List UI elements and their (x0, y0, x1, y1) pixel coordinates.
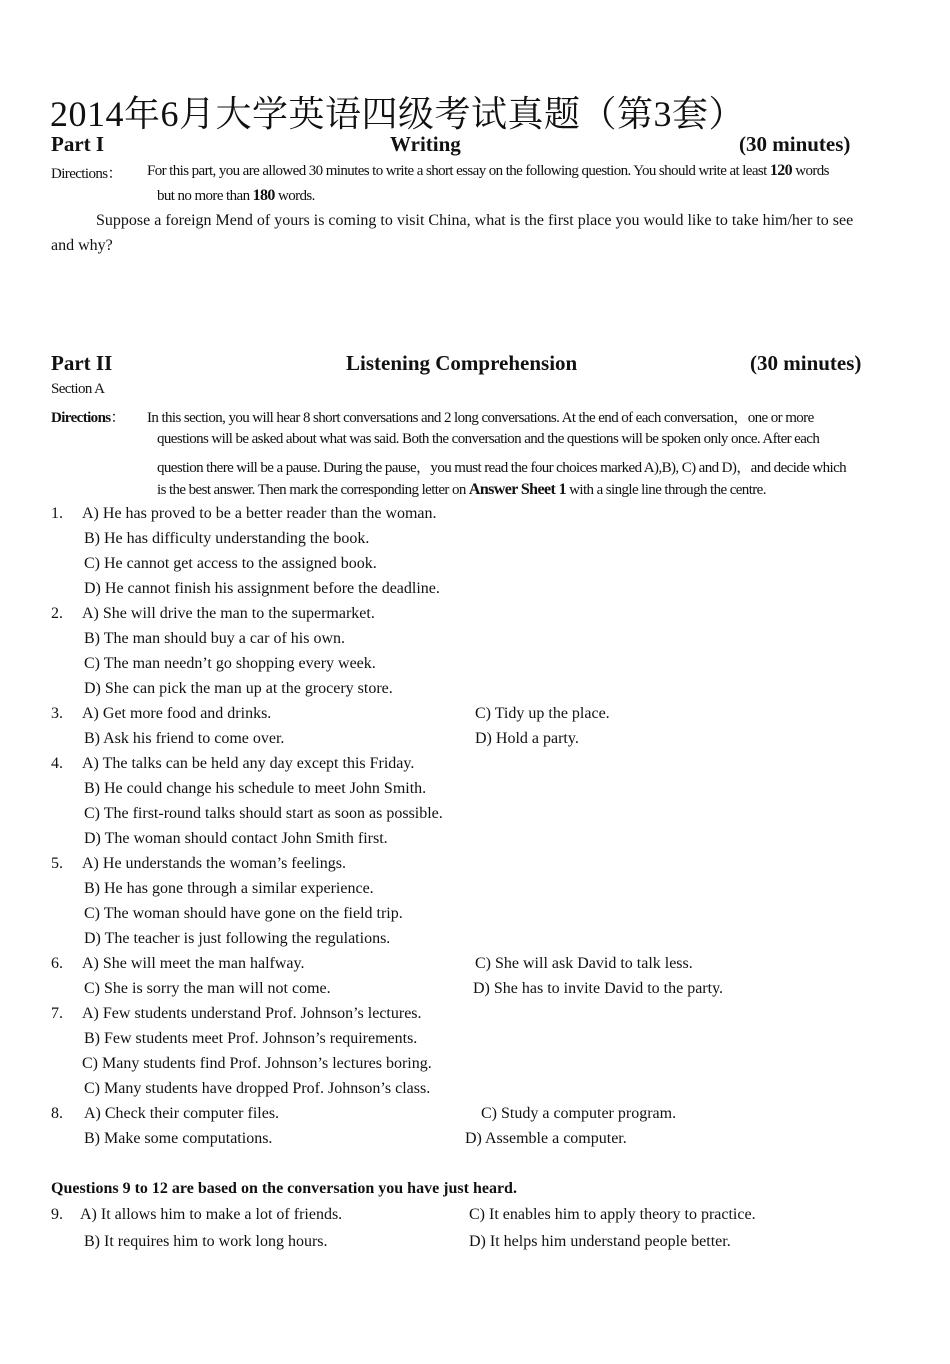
q4-option-b: B) He could change his schedule to meet John Smith. (84, 780, 427, 797)
q1-option-d: D) He cannot finish his assignment before the deadline. (84, 580, 440, 597)
part1-directions-line1: For this part, you are allowed 30 minutes to write a short essay on the following question. You should write at least 120 words (147, 162, 829, 179)
part1-directions-label: Directions： (51, 166, 122, 182)
q7-option-d: C) Many students have dropped Prof. Johnson’s class. (84, 1080, 431, 1097)
part2-time: (30 minutes) (750, 351, 862, 375)
q6-option-c: C) She will ask David to talk less. (475, 955, 693, 972)
question-number: 8. (51, 1105, 63, 1122)
part1-directions-line2: but no more than 180 words. (157, 187, 315, 204)
q7-option-c: C) Many students find Prof. Johnson’s lectures boring. (82, 1055, 432, 1072)
part2-directions-line2: questions will be asked about what was said. Both the conversation and the questions will be spoken only once. After each (157, 431, 820, 447)
question-number: 2. (51, 605, 63, 622)
q1-option-b: B) He has difficulty understanding the book. (84, 530, 370, 547)
q3-option-c: C) Tidy up the place. (475, 705, 610, 722)
part2-label: Part II (51, 351, 113, 375)
q3-option-a: A) Get more food and drinks. (82, 705, 272, 722)
question-number: 5. (51, 855, 63, 872)
q4-option-c: C) The first-round talks should start as soon as possible. (84, 805, 443, 822)
q1-option-a: A) He has proved to be a better reader than the woman. (82, 505, 437, 522)
q4-option-d: D) The woman should contact John Smith first. (84, 830, 388, 847)
part1-name: Writing (390, 132, 461, 156)
part1-time: (30 minutes) (739, 132, 851, 156)
section-a-label: Section A (51, 381, 105, 397)
questions-group-note: Questions 9 to 12 are based on the conversation you have just heard. (51, 1180, 517, 1197)
q7-option-b: B) Few students meet Prof. Johnson’s requirements. (84, 1030, 418, 1047)
part2-directions-label: Directions： (51, 410, 125, 426)
question-number: 7. (51, 1005, 63, 1022)
q1-option-c: C) He cannot get access to the assigned book. (84, 555, 377, 572)
part1-label: Part I (51, 132, 105, 156)
part2-directions-line1: In this section, you will hear 8 short conversations and 2 long conversations. At the end of each conversation，one or more (147, 410, 814, 426)
q2-option-d: D) She can pick the man up at the grocery store. (84, 680, 393, 697)
q9-option-c: C) It enables him to apply theory to practice. (469, 1206, 756, 1223)
part1-prompt-line1: Suppose a foreign Mend of yours is coming to visit China, what is the first place you would like to take him/her to see (96, 212, 854, 229)
page-title: 2014年6月大学英语四级考试真题（第3套） (50, 94, 746, 134)
part1-prompt-line2: and why? (51, 237, 113, 254)
question-number: 9. (51, 1206, 63, 1223)
q2-option-a: A) She will drive the man to the supermarket. (82, 605, 375, 622)
part2-directions-line4: is the best answer. Then mark the corresponding letter on Answer Sheet 1 with a single line through the centre. (157, 481, 766, 498)
question-number: 3. (51, 705, 63, 722)
q3-option-b: B) Ask his friend to come over. (84, 730, 285, 747)
q9-option-d: D) It helps him understand people better. (469, 1233, 731, 1250)
q2-option-c: C) The man needn’t go shopping every week. (84, 655, 376, 672)
question-number: 4. (51, 755, 63, 772)
part2-directions-line3: question there will be a pause. During the pause，you must read the four choices marked A),B), C) and D)，and decide which (157, 460, 847, 476)
question-number: 6. (51, 955, 63, 972)
q3-option-d: D) Hold a party. (475, 730, 579, 747)
q4-option-a: A) The talks can be held any day except this Friday. (82, 755, 415, 772)
q5-option-d: D) The teacher is just following the regulations. (84, 930, 391, 947)
q2-option-b: B) The man should buy a car of his own. (84, 630, 345, 647)
q6-option-b: C) She is sorry the man will not come. (84, 980, 331, 997)
q6-option-a: A) She will meet the man halfway. (82, 955, 305, 972)
q9-option-b: B) It requires him to work long hours. (84, 1233, 328, 1250)
q8-option-a: A) Check their computer files. (84, 1105, 280, 1122)
q8-option-b: B) Make some computations. (84, 1130, 273, 1147)
question-number: 1. (51, 505, 63, 522)
part2-name: Listening Comprehension (346, 351, 578, 375)
q5-option-a: A) He understands the woman’s feelings. (82, 855, 346, 872)
q5-option-c: C) The woman should have gone on the field trip. (84, 905, 403, 922)
q8-option-d: D) Assemble a computer. (465, 1130, 627, 1147)
q8-option-c: C) Study a computer program. (481, 1105, 677, 1122)
q5-option-b: B) He has gone through a similar experience. (84, 880, 374, 897)
q9-option-a: A) It allows him to make a lot of friends. (80, 1206, 343, 1223)
q7-option-a: A) Few students understand Prof. Johnson’s lectures. (82, 1005, 422, 1022)
q6-option-d: D) She has to invite David to the party. (473, 980, 724, 997)
